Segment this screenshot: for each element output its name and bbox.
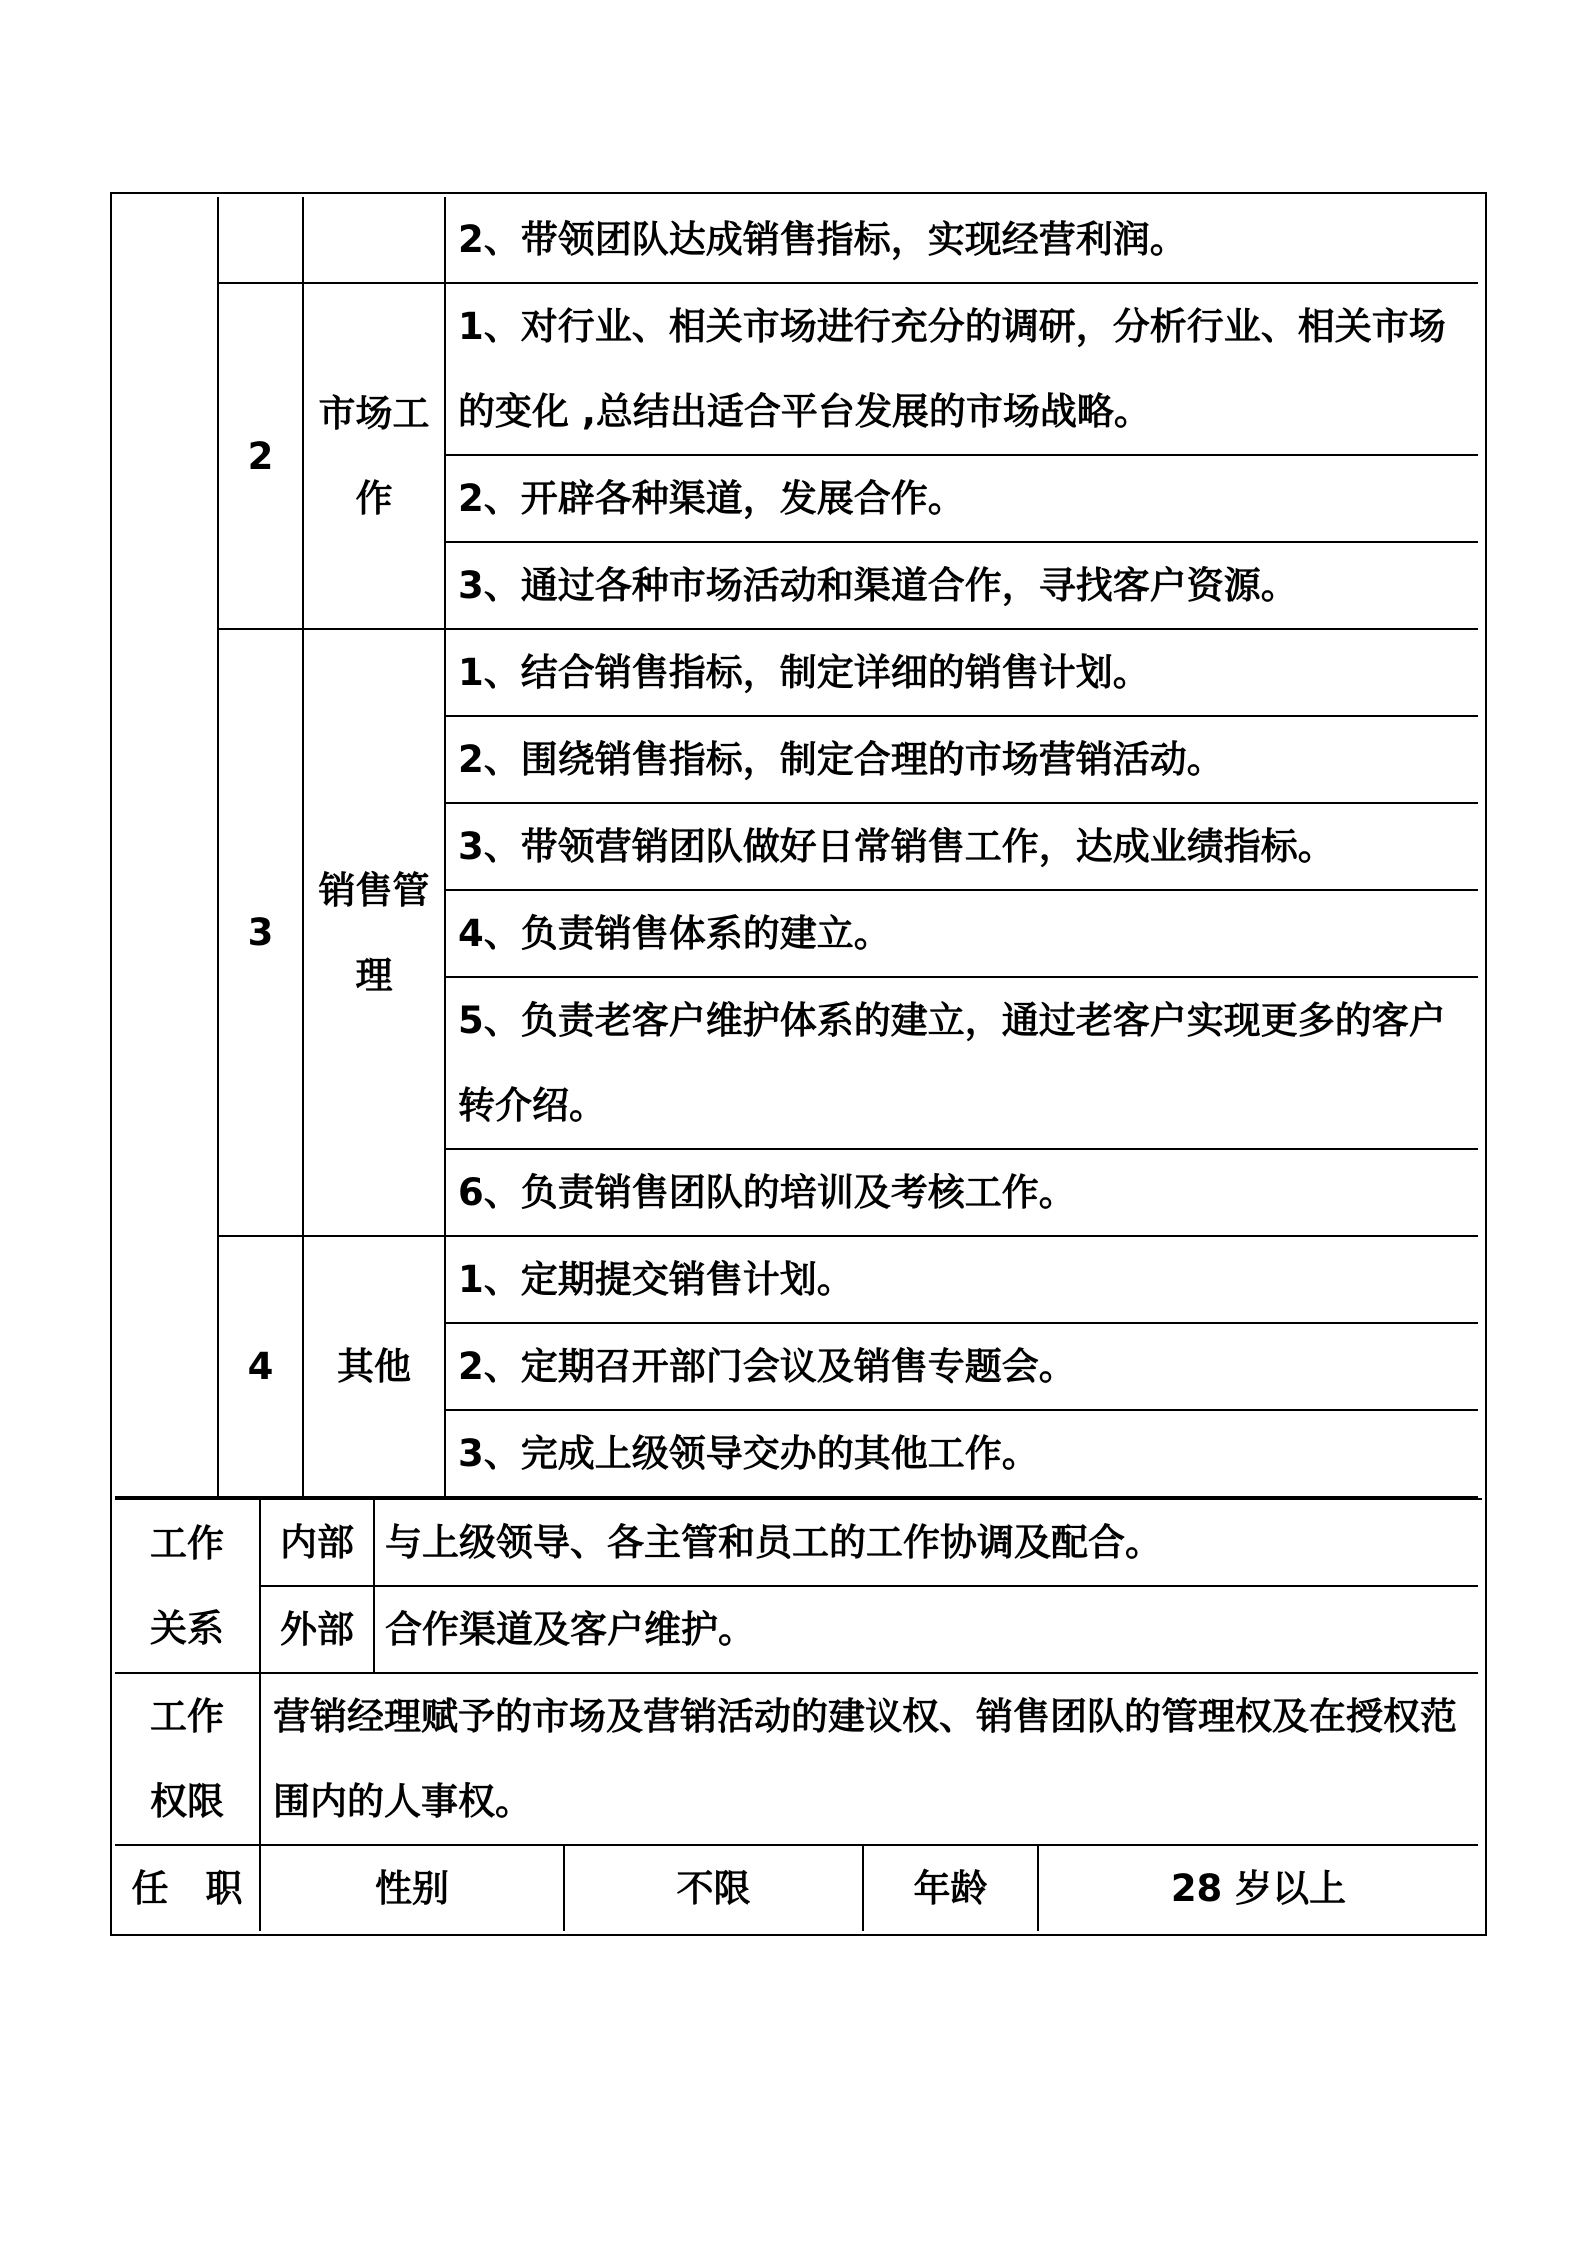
duty-category: 其他 (303, 1236, 445, 1497)
external-label: 外部 (260, 1586, 374, 1673)
duty-no (218, 197, 303, 283)
relations-label (115, 1500, 260, 1673)
duty-item: 4、负责销售体系的建立。 (445, 890, 1478, 977)
qualification-label: 任 职 (115, 1845, 260, 1931)
gender-value: 不限 (564, 1845, 863, 1931)
duty-item: 2、带领团队达成销售指标，实现经营利润。 (445, 197, 1478, 283)
internal-text: 与上级领导、各主管和员工的工作协调及配合。 (374, 1500, 1478, 1586)
duty-item: 3、完成上级领导交办的其他工作。 (445, 1410, 1478, 1497)
authority-label-line1: 工作 (150, 1695, 224, 1738)
authority-label-line2: 权限 (150, 1780, 224, 1823)
authority-label (115, 1673, 260, 1845)
duty-category: 销售管理 (303, 629, 445, 1236)
job-description-table (110, 192, 1487, 1936)
duties-label-cell (115, 197, 218, 1497)
age-label: 年龄 (863, 1845, 1038, 1931)
duty-item: 3、通过各种市场活动和渠道合作，寻找客户资源。 (445, 542, 1478, 629)
relations-label-line1: 工作 (150, 1522, 224, 1565)
duty-item: 5、负责老客户维护体系的建立，通过老客户实现更多的客户转介绍。 (445, 977, 1478, 1149)
duty-item: 2、开辟各种渠道，发展合作。 (445, 455, 1478, 542)
duty-item: 3、带领营销团队做好日常销售工作，达成业绩指标。 (445, 803, 1478, 890)
age-value: 28 岁以上 (1038, 1845, 1478, 1931)
gender-label: 性别 (260, 1845, 564, 1931)
duty-no: 3 (218, 629, 303, 1236)
internal-label: 内部 (260, 1500, 374, 1586)
duty-category (303, 197, 445, 283)
authority-text: 营销经理赋予的市场及营销活动的建议权、销售团队的管理权及在授权范围内的人事权。 (260, 1673, 1478, 1845)
relations-authority-table (115, 1500, 1478, 1931)
duty-no: 2 (218, 283, 303, 629)
relations-label-line2: 关系 (150, 1607, 224, 1650)
duty-item: 6、负责销售团队的培训及考核工作。 (445, 1149, 1478, 1236)
duty-item: 1、定期提交销售计划。 (445, 1236, 1478, 1323)
duty-item: 1、结合销售指标，制定详细的销售计划。 (445, 629, 1478, 716)
external-text: 合作渠道及客户维护。 (374, 1586, 1478, 1673)
duty-category: 市场工作 (303, 283, 445, 629)
duty-item: 1、对行业、相关市场进行充分的调研，分析行业、相关市场的变化 ,总结出适合平台发展的市场战略。 (445, 283, 1478, 455)
duty-item: 2、围绕销售指标，制定合理的市场营销活动。 (445, 716, 1478, 803)
duties-table (115, 197, 1478, 1498)
duty-no: 4 (218, 1236, 303, 1497)
duty-item: 2、定期召开部门会议及销售专题会。 (445, 1323, 1478, 1410)
